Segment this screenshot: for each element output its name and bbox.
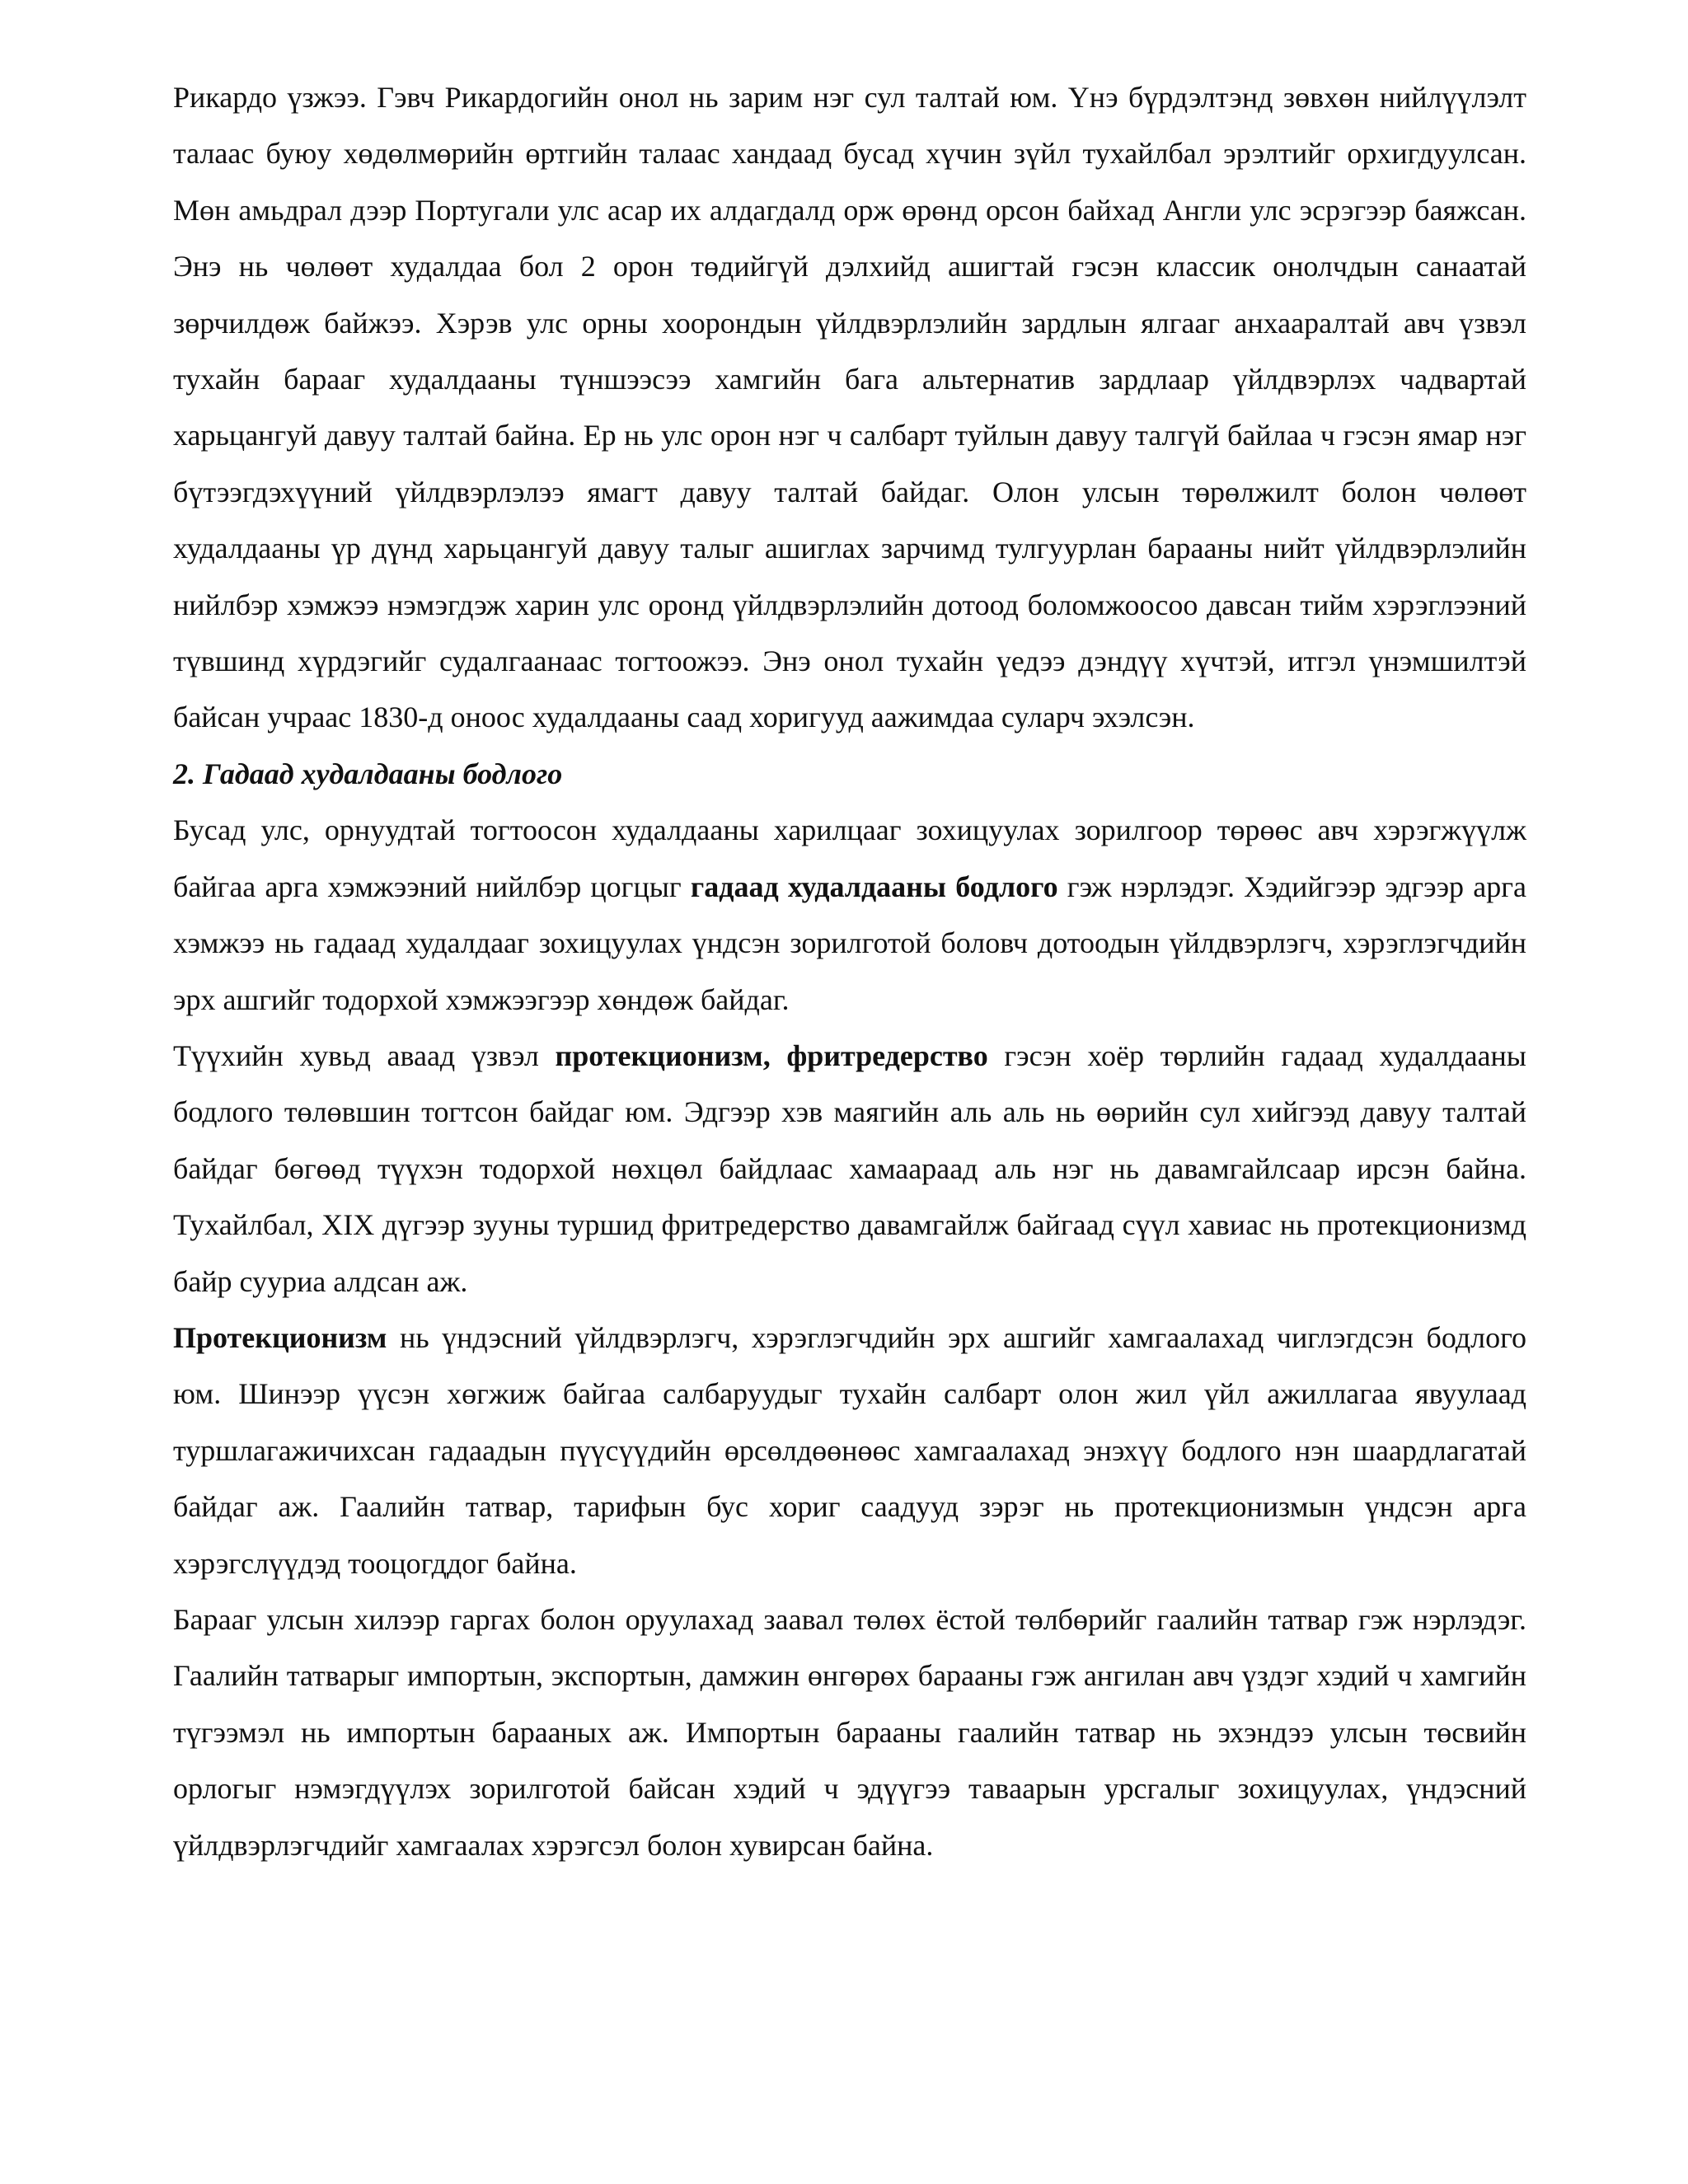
paragraph-text: гэж нэрлэдэг. Хэдийгээр эдгээр арга хэмжээ нь гадаад худалдааг зохицуулах үндсэн зорилготой боловч дотоодын үйлдвэрлэгч, хэрэглэгчдийн эрх ашгийг тодорхой хэмжээгээр хөндөж байдаг. [173, 869, 1526, 1016]
paragraph-text: Бусад улс, орнуудтай тогтоосон худалдааны харилцааг зохицуулах зорилгоор төрөөс авч хэрэгжүүлж байгаа арга хэмжээний нийлбэр цогцыг [173, 813, 1526, 903]
paragraph-ricardo [173, 69, 1526, 746]
paragraph-protectionism [173, 1310, 1526, 1591]
section-heading: 2. Гадаад худалдааны бодлого [173, 757, 563, 790]
paragraph-text: нь үндэсний үйлдвэрлэгч, хэрэглэгчдийн эрх ашгийг хамгаалахад чиглэгдсэн бодлого юм. Шинээр үүсэн хөгжиж байгаа салбаруудыг тухайн салбарт олон жил үйл ажиллагаа явуулаад туршлагажичихсан гадаадын пүүсүүдийн өрсөлдөөнөөс хамгаалахад энэхүү бодлого нэн шаардлагатай байдаг аж. Гаалийн татвар, тарифын бус хориг саадууд зэрэг нь протекционизмын үндсэн арга хэрэгслүүдэд тооцогддог байна. [173, 1320, 1526, 1580]
paragraph-trade-policy [173, 802, 1526, 1028]
bold-term: гадаад худалдааны бодлого [690, 869, 1058, 903]
bold-term: Протекционизм [173, 1320, 387, 1354]
paragraph-text: Түүхийн хувьд аваад үзвэл [173, 1038, 556, 1072]
bold-term: протекционизм, фритредерство [555, 1038, 988, 1072]
document-page [173, 69, 1526, 1873]
paragraph-text: Барааг улсын хилээр гаргах болон оруулахад заавал төлөх ёстой төлбөрийг гаалийн татвар гэж нэрлэдэг. Гаалийн татварыг импортын, экспортын, дамжин өнгөрөх барааны гэж ангилан авч үздэг хэдий ч хамгийн түгээмэл нь импортын барааных аж. Импортын барааны гаалийн татвар нь эхэндээ улсын төсвийн орлогыг нэмэгдүүлэх зорилготой байсан хэдий ч эдүүгээ тавaaрын урсгалыг зохицуулах, үндэсний үйлдвэрлэгчдийг хамгаалах хэрэгсэл болон хувирсан байна. [173, 1602, 1526, 1862]
paragraph-customs-tax [173, 1591, 1526, 1873]
paragraph-text: гэсэн хоёр төрлийн гадаад худалдааны бодлого төлөвшин тогтсон байдаг юм. Эдгээр хэв маягийн аль аль нь өөрийн сул хийгээд давуу талтай байдаг бөгөөд түүхэн тодорхой нөхцөл байдлаас хамаараад аль нэг нь давамгайлсаар ирсэн байна. Тухайлбал, XIX дүгээр зууны туршид фритредерство давамгайлж байгаад сүүл хавиас нь протекционизмд байр сууриа алдсан аж. [173, 1038, 1526, 1298]
paragraph-history [173, 1028, 1526, 1310]
paragraph-text: Рикардо үзжээ. Гэвч Рикардогийн онол нь зарим нэг сул талтай юм. Үнэ бүрдэлтэнд зөвхөн нийлүүлэлт талаас буюу хөдөлмөрийн өртгийн талаас хандаад бусад хүчин зүйл тухайлбал эрэлтийг орхигдуулсан. Мөн амьдрал дээр Португали улс асар их алдагдалд орж өрөнд орсон байхад Англи улс эсрэгээр баяжсан. Энэ нь чөлөөт худалдаа бол 2 орон төдийгүй дэлхийд ашигтай гэсэн классик онолчдын санаатай зөрчилдөж байжээ. Хэрэв улс орны хоорондын үйлдвэрлэлийн зардлын ялгааг анхааралтай авч үзвэл тухайн барааг худалдааны түншээсээ хамгийн бага альтернатив зардлаар үйлдвэрлэх чадвартай харьцангуй давуу талтай байна. Ер нь улс орон нэг ч салбарт туйлын давуу талгүй байлаа ч гэсэн ямар нэг бүтээгдэхүүний үйлдвэрлэлээ ямагт давуу талтай байдаг. Олон улсын төрөлжилт болон чөлөөт худалдааны үр дүнд харьцангуй давуу талыг ашиглах зарчимд тулгуурлан барааны нийт үйлдвэрлэлийн нийлбэр хэмжээ нэмэгдэж харин улс оронд үйлдвэрлэлийн дотоод боломжоосоо давсан тийм хэрэглээний түвшинд хүрдэгийг судалгаанаас тогтоожээ. Энэ онол тухайн үедээ дэндүү хүчтэй, итгэл үнэмшилтэй байсан учраас 1830-д оноос худалдааны саад хоригууд аажимдаа суларч эхэлсэн. [173, 81, 1526, 734]
